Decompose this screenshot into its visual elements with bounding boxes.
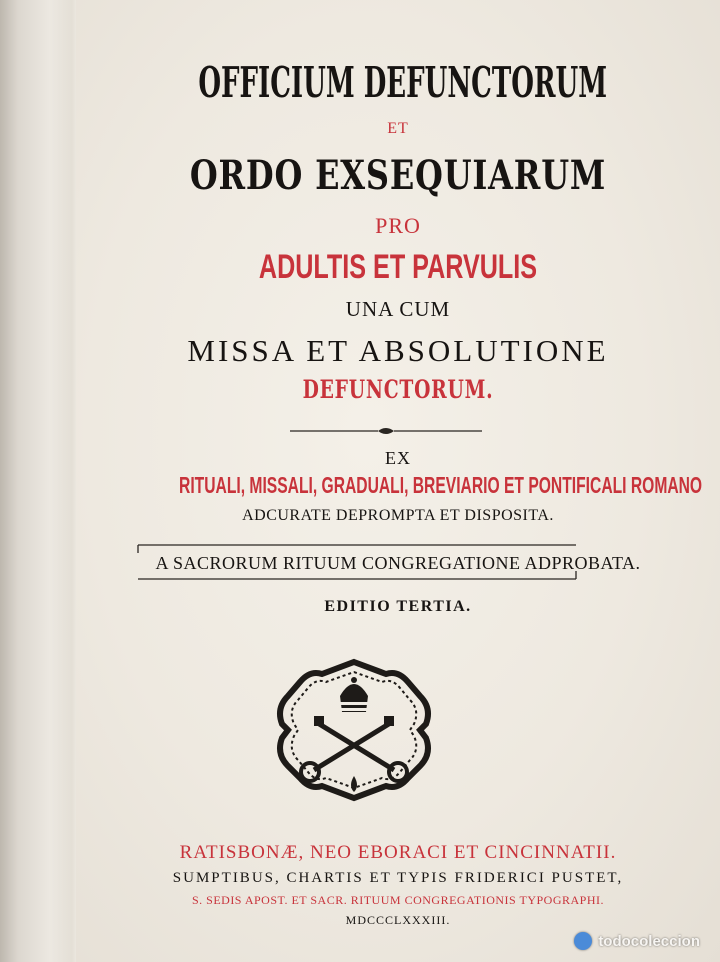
- title-una-cum: UNA CUM: [345, 297, 451, 321]
- title-pro: PRO: [375, 213, 421, 238]
- title-defunctorum: DEFUNCTORUM.: [302, 375, 494, 404]
- edition-line: EDITIO TERTIA.: [324, 598, 472, 615]
- papal-tiara-crossed-keys-seal-icon: [274, 658, 434, 802]
- ornamental-rule-icon: [286, 425, 486, 437]
- approbation-line: A SACRORUM RITUUM CONGREGATIONE ADPROBATA.: [155, 553, 641, 573]
- source-books-line: RITUALI, MISSALI, GRADUALI, BREVIARIO ET PONTIFICALI ROMANO: [179, 472, 703, 498]
- imprint-typographer: S. SEDIS APOST. ET SACR. RITUUM CONGREGATIONIS TYPOGRAPHI.: [191, 893, 605, 907]
- title-officium-defunctorum: OFFICIUM DEFUNCTORUM: [198, 58, 608, 107]
- title-missa-et-absolutione: MISSA ET ABSOLUTIONE: [187, 333, 609, 368]
- imprint-place: RATISBONÆ, NEO EBORACI ET CINCINNATII.: [179, 842, 617, 863]
- watermark: [574, 932, 700, 950]
- todocoleccion-logo-icon: [574, 932, 592, 950]
- book-binding-edge: [0, 0, 80, 962]
- watermark-text: todocoleccion: [598, 932, 700, 950]
- imprint-date: MDCCCLXXXIII.: [345, 913, 451, 927]
- imprint-publisher: SUMPTIBUS, CHARTIS ET TYPIS FRIDERICI PUSTET,: [172, 870, 624, 886]
- title-et: ET: [387, 120, 409, 137]
- adcurate-deprompta-line: ADCURATE DEPROMPTA ET DISPOSITA.: [242, 507, 554, 524]
- title-ex: EX: [385, 448, 411, 468]
- title-adultis-et-parvulis: ADULTIS ET PARVULIS: [258, 248, 538, 286]
- title-ordo-exsequiarum: ORDO EXSEQUIARUM: [189, 152, 607, 199]
